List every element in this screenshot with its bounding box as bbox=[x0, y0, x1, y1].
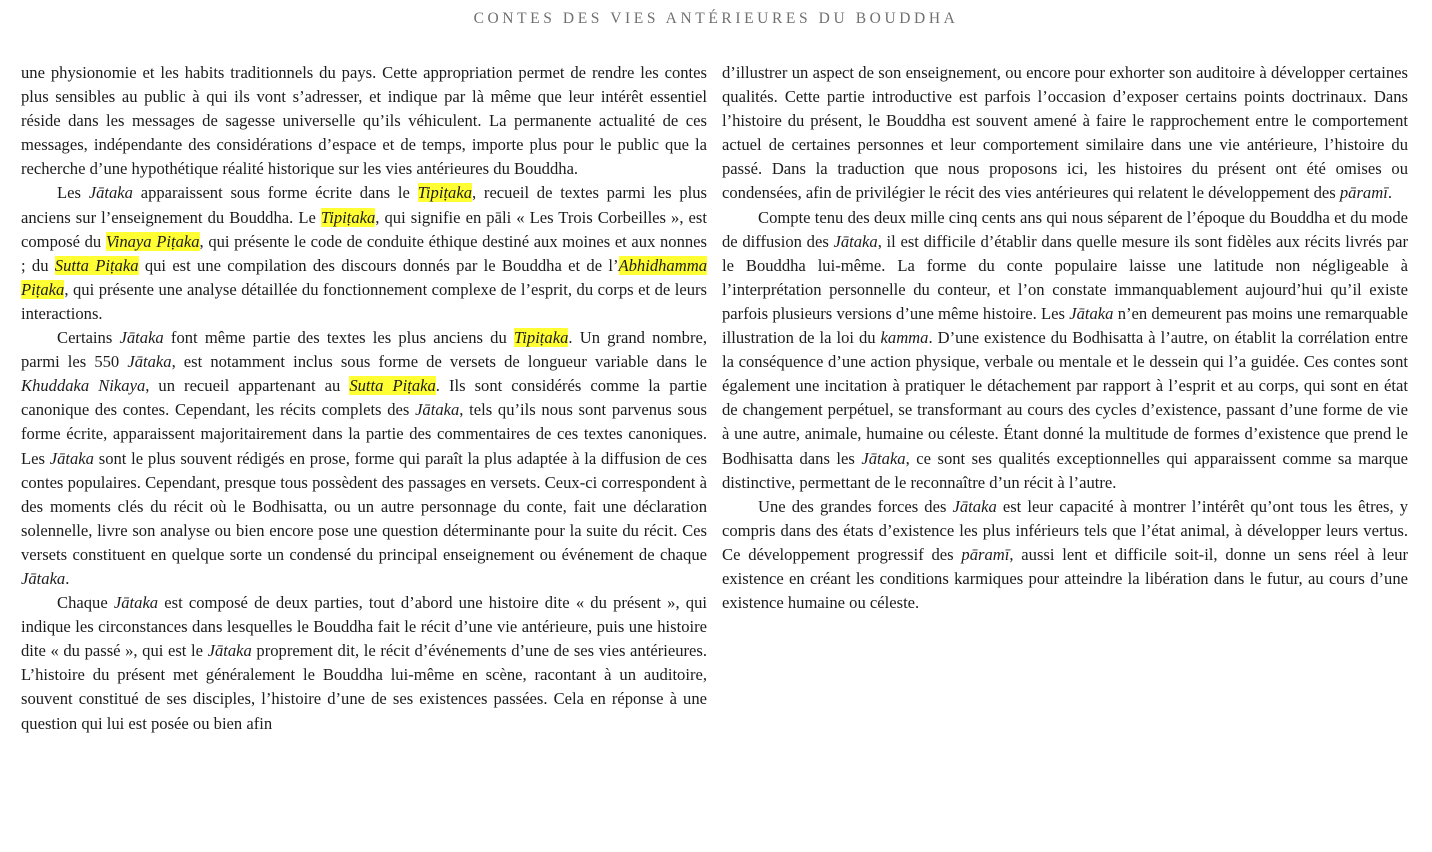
italic-term: Jātaka bbox=[207, 641, 252, 661]
italic-term: Jātaka bbox=[952, 496, 997, 516]
italic-term: Jātaka bbox=[21, 568, 66, 588]
italic-term: Jātaka bbox=[119, 328, 164, 348]
text-run: Les bbox=[57, 183, 89, 203]
text-run: proprement dit, le récit d’événements d’une de ses vies antérieures. L’histoire du présent met généralement le Bouddha lui-même en scène, racontant à un auditoire, souvent constitué de ses disciples, l’histoire d’une de ses existences passées. Cela en réponse à une question qui lui est posée ou bien afin bbox=[21, 641, 707, 733]
highlighted-term: Vinaya Piṭaka bbox=[105, 231, 200, 251]
text-run: , un recueil appartenant au bbox=[145, 376, 350, 396]
paragraph bbox=[21, 61, 707, 181]
text-run: est composé de deux parties, tout d’abord une histoire dite « du présent », qui indique les circonstances dans lesquelles le Bouddha fait le récit d’une vie antérieure, puis une histoire dite « du passé », qui est le bbox=[21, 593, 707, 661]
highlighted-term: Tipiṭaka bbox=[417, 183, 473, 203]
paragraph bbox=[21, 326, 707, 591]
italic-term: pāramī bbox=[1339, 183, 1388, 203]
text-run: , qui signifie en pāli « Les Trois Corbeilles », est composé du bbox=[21, 207, 707, 251]
paragraph bbox=[722, 206, 1408, 495]
highlighted-term: Sutta Piṭaka bbox=[54, 255, 139, 275]
text-run: . bbox=[1387, 183, 1392, 203]
text-run: sont le plus souvent rédigés en prose, forme qui paraît la plus adaptée à la diffusion de ces contes populaires. Cependant, presque tous possèdent des passages en versets. Ceux-ci correspondent à des moments clés du récit où le Bodhisatta, ou un autre personnage du conte, fait une déclaration solennelle, livre son analyse ou bien encore pose une question déterminante pour la suite du récit. Ces versets constituent en quelque sorte un condensé du principal enseignement ou événement de chaque bbox=[21, 448, 707, 564]
italic-term: Jātaka bbox=[861, 448, 906, 468]
italic-term: pāramī bbox=[961, 544, 1010, 564]
highlighted-term: Tipiṭaka bbox=[320, 207, 376, 227]
text-run: Chaque bbox=[57, 593, 114, 613]
text-run: Compte tenu des deux mille cinq cents ans qui nous séparent de l’époque du Bouddha et du mode de diffusion des bbox=[722, 207, 1408, 251]
text-run: , recueil de textes parmi les plus anciens sur l’enseignement du Bouddha. Le bbox=[21, 183, 707, 227]
text-run: Certains bbox=[57, 328, 120, 348]
text-run: . bbox=[65, 568, 70, 588]
right-column bbox=[722, 61, 1408, 615]
text-run: apparaissent sous forme écrite dans le bbox=[132, 183, 418, 203]
italic-term: Jātaka bbox=[127, 352, 172, 372]
paragraph bbox=[722, 61, 1408, 206]
text-run: d’illustrer un aspect de son enseignement, ou encore pour exhorter son auditoire à développer certaines qualités. Cette partie introductive est parfois l’occasion d’exposer certains points doctrinaux. Dans l’histoire du présent, le Bouddha est souvent amené à faire le rapprochement entre le comportement actuel de certaines personnes et leur comportement similaire dans une vie antérieure, l’histoire du passé. Dans la traduction que nous proposons ici, les histoires du présent ont été omises ou condensées, afin de privilégier le récit des vies antérieures qui relatent le développement des bbox=[722, 63, 1408, 203]
italic-term: Jātaka bbox=[415, 400, 460, 420]
text-run: une physionomie et les habits traditionnels du pays. Cette appropriation permet de rendre les contes plus sensibles au public à qui ils vont s’adresser, et indique par là même que leur intérêt essentiel réside dans les messages de sagesse universelle qu’ils véhiculent. La permanente actualité de ces messages, indépendante des considérations d’espace et de temps, importe plus pour le public que la recherche d’une hypothétique réalité historique sur les vies antérieures du Bouddha. bbox=[21, 63, 707, 179]
paragraph bbox=[722, 495, 1408, 615]
highlighted-term: Tipiṭaka bbox=[513, 328, 569, 348]
text-run: , aussi lent et difficile soit-il, donne un sens réel à leur existence en créant les conditions karmiques pour atteindre la libération dans le futur, au cours d’une existence humaine ou céleste. bbox=[722, 544, 1409, 613]
text-run: . Un grand nombre, parmi les 550 bbox=[21, 328, 707, 372]
text-run: Une des grandes forces des bbox=[758, 496, 953, 516]
text-run: n’en demeurent pas moins une remarquable illustration de la loi du bbox=[722, 303, 1408, 348]
text-run: , ce sont ses qualités exceptionnelles qui apparaissent comme sa marque distinctive, permettant de le reconnaître d’un récit à l’autre. bbox=[722, 448, 1409, 492]
text-run: , tels qu’ils nous sont parvenus sous forme écrite, apparaissent majoritairement dans la partie des commentaires de ces textes canoniques. Les bbox=[21, 400, 707, 468]
text-run: , est notamment inclus sous forme de versets de longueur variable dans le bbox=[171, 352, 707, 372]
text-run: . D’une existence du Bodhisatta à l’autre, on établit la corrélation entre la conséquence d’une action physique, verbale ou mentale et le dessein qui l’a guidée. Ces contes sont également une incitation à pratiquer le détachement par rapport à l’esprit et au corps, qui sont en état de changement perpétuel, se transformant au cours des cycles d’existence, passant d’une forme de vie à une autre, animale, humaine ou céleste. Étant donné la multitude de formes d’existence que prend le Bodhisatta dans les bbox=[722, 328, 1408, 468]
running-header: CONTES DES VIES ANTÉRIEURES DU BOUDDHA bbox=[473, 10, 959, 27]
italic-term: kamma bbox=[880, 328, 929, 348]
text-run: , qui présente une analyse détaillée du fonctionnement complexe de l’esprit, du corps et de leurs interactions. bbox=[21, 279, 707, 323]
paragraph bbox=[21, 591, 707, 736]
highlighted-term: Sutta Piṭaka bbox=[349, 376, 436, 396]
italic-term: Jātaka bbox=[88, 183, 133, 203]
text-run: , qui présente le code de conduite éthique destiné aux moines et aux nonnes ; du bbox=[21, 231, 707, 275]
italic-term: Jātaka bbox=[49, 448, 94, 468]
paragraph bbox=[21, 181, 707, 326]
italic-term: Jātaka bbox=[833, 231, 878, 251]
text-run: , il est difficile d’établir dans quelle mesure ils sont fidèles aux récits livrés par le Bouddha lui-même. La forme du conte populaire laisse une latitude non négligeable à l’interprétation personnelle du conteur, et l’on constate immanquablement aujourd’hui qu’il existe parfois plusieurs versions d’une même histoire. Les bbox=[722, 231, 1408, 323]
highlighted-term: Abhidhamma Piṭaka bbox=[21, 255, 707, 299]
text-run: . Ils sont considérés comme la partie canonique des contes. Cependant, les récits complets des bbox=[21, 376, 707, 420]
italic-term: Khuddaka Nikaya bbox=[21, 376, 146, 396]
italic-term: Jātaka bbox=[113, 593, 159, 613]
italic-term: Jātaka bbox=[1069, 303, 1114, 323]
text-run: qui est une compilation des discours donnés par le Bouddha et de l’ bbox=[138, 255, 619, 275]
text-run: font même partie des textes les plus anciens du bbox=[163, 328, 514, 348]
left-column bbox=[21, 61, 707, 736]
text-run: est leur capacité à montrer l’intérêt qu’ont tous les êtres, y compris dans des états d’existence les plus inférieurs tels que l’état animal, à développer leurs vertus. Ce développement progressif des bbox=[722, 496, 1408, 564]
